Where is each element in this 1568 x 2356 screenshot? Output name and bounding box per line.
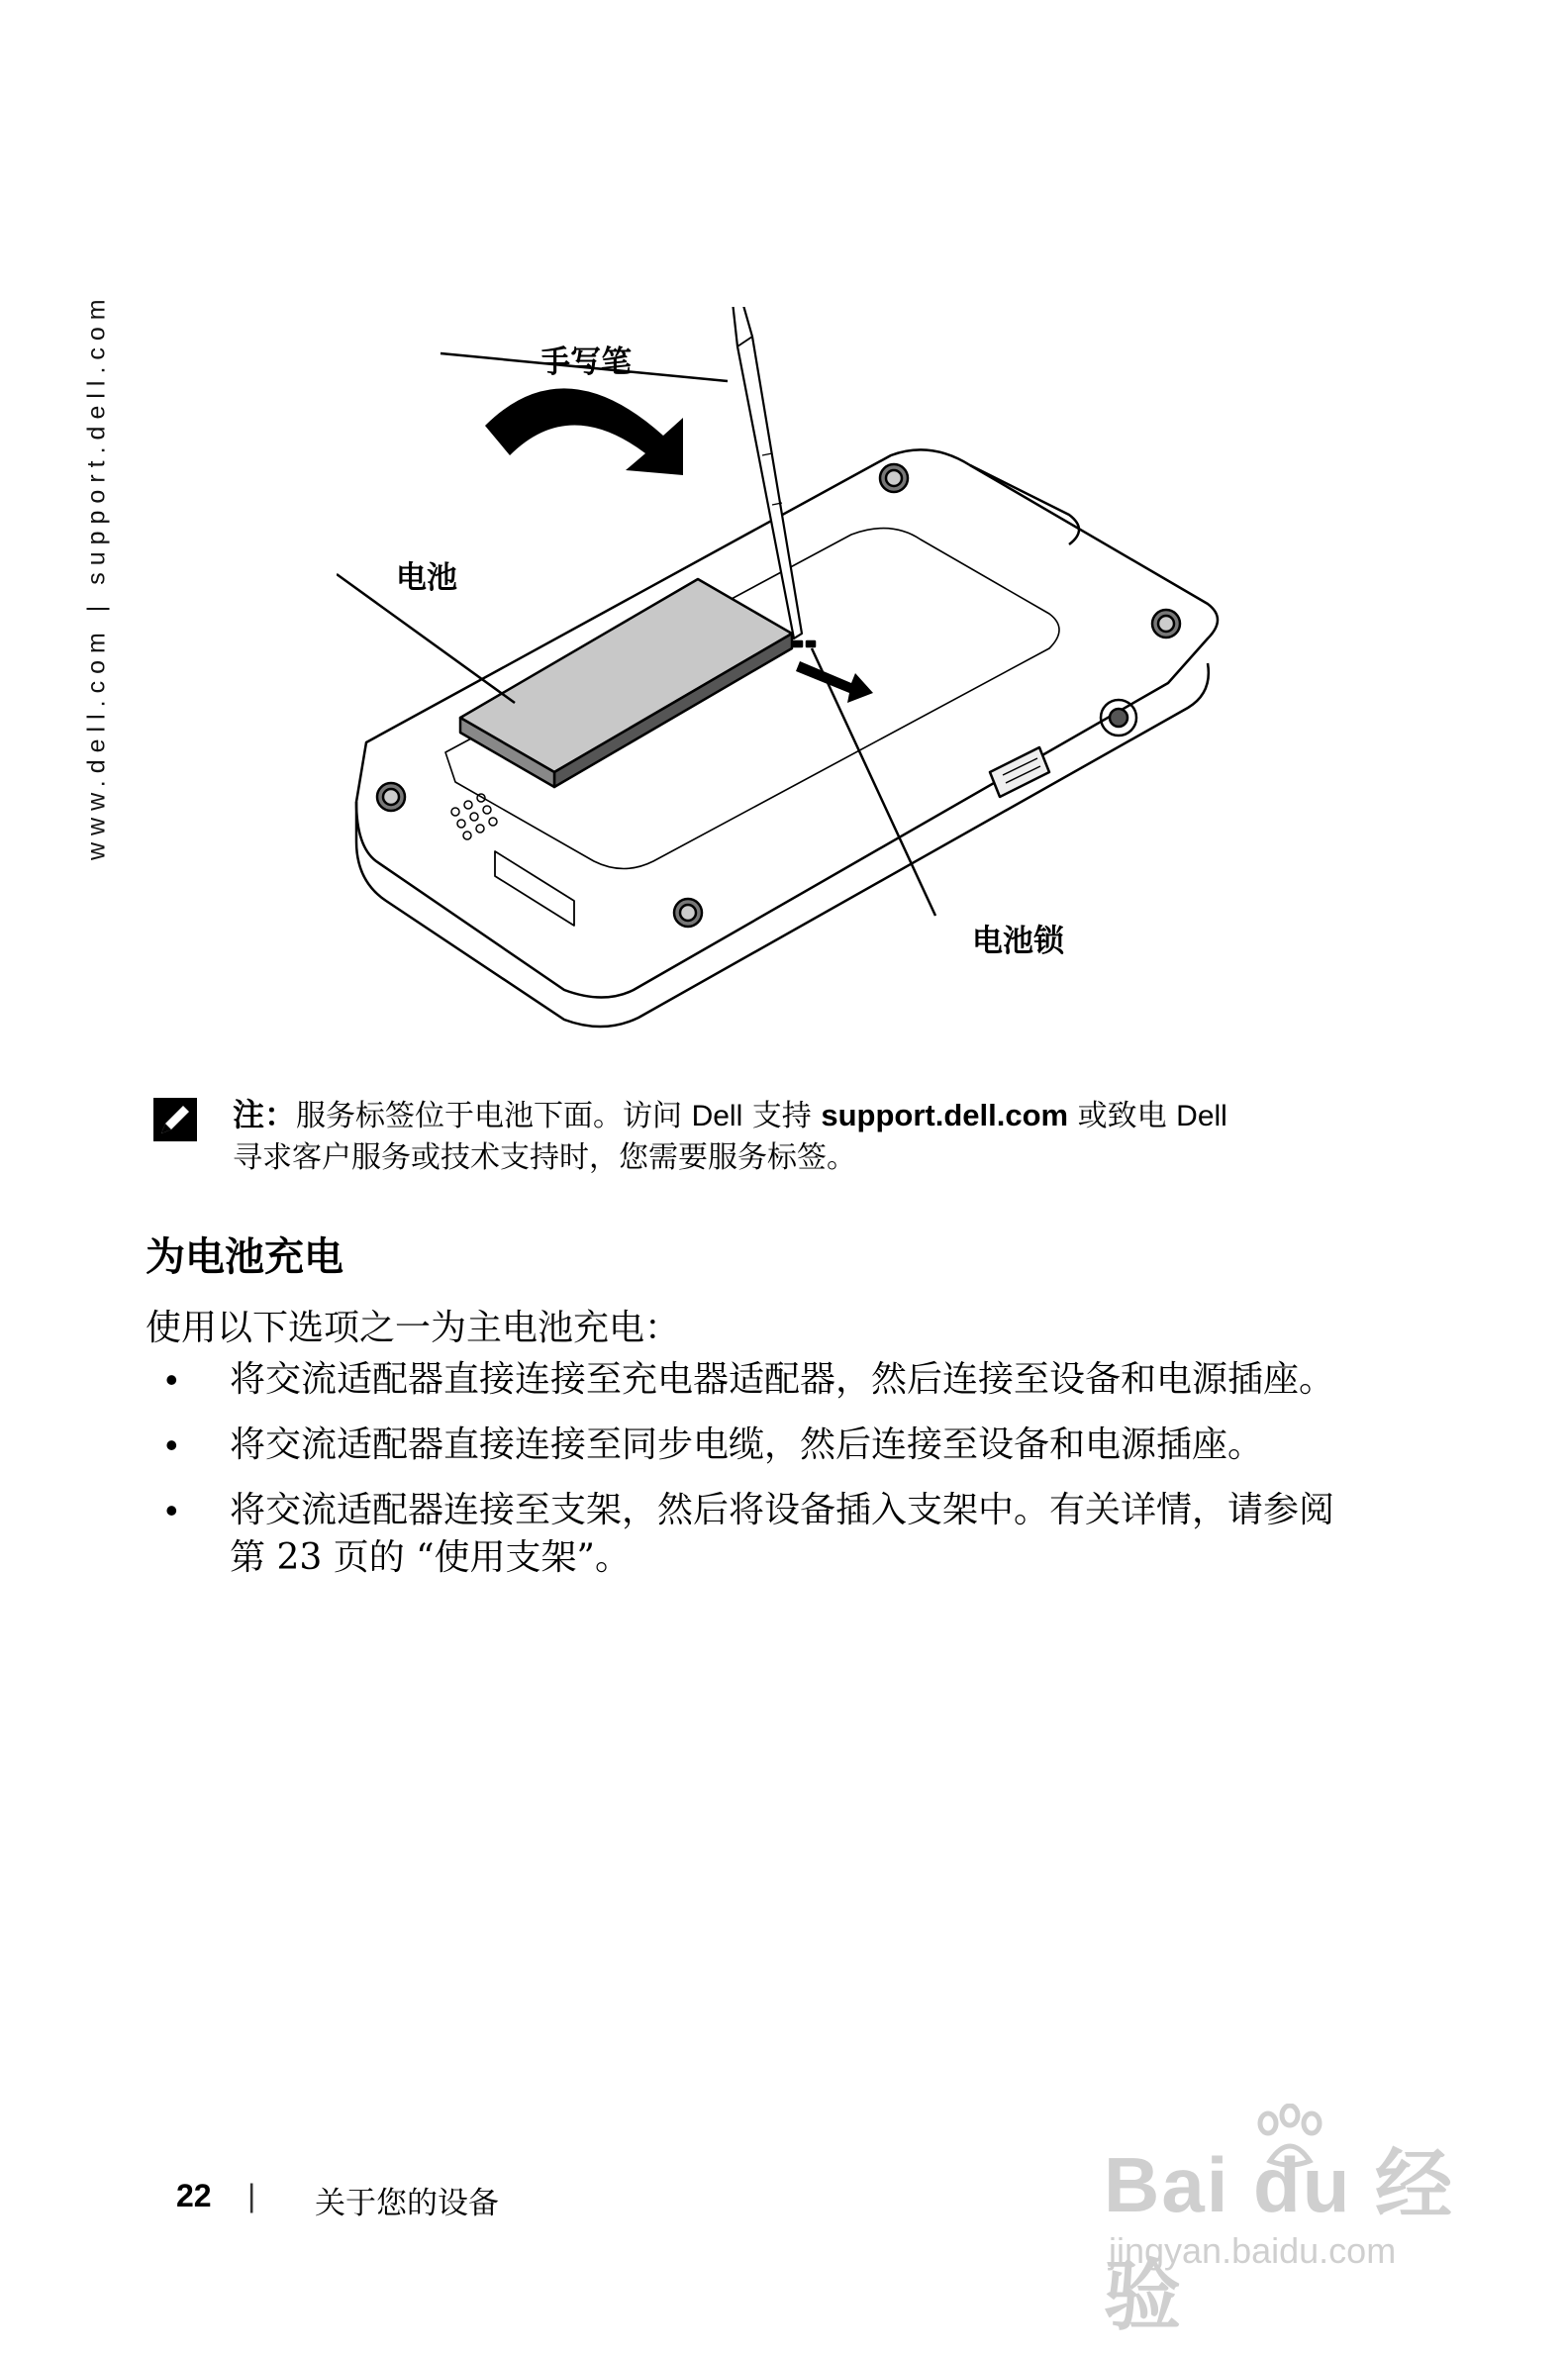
charging-options-list [146, 1356, 1353, 1600]
device-drawing [337, 307, 1247, 1030]
watermark-logo: Bai du 经验 [1104, 2141, 1455, 2339]
battery-label: 电池 [396, 560, 457, 596]
note-text-part-4: 寻求客户服务或技术支持时，您需要服务标签。 [233, 1140, 856, 1175]
page-number: 22 [176, 2178, 212, 2213]
note-text-part-2: 支持 [742, 1099, 822, 1133]
list-item [146, 1356, 1353, 1404]
bullet: • [165, 1359, 178, 1400]
stylus-label: 手写笔 [539, 344, 632, 380]
note-dell-1: Dell [691, 1100, 743, 1132]
support-link[interactable]: support.dell.com [821, 1098, 1069, 1132]
footer-separator: | [247, 2178, 256, 2213]
list-item-text: 将交流适配器直接连接至同步电缆，然后连接至设备和电源插座。 [230, 1424, 1264, 1465]
section-intro: 使用以下选项之一为主电池充电： [146, 1308, 681, 1348]
note-text-part-1: 服务标签位于电池下面。访问 [296, 1099, 692, 1133]
list-item-text: 将交流适配器直接连接至充电器适配器，然后连接至设备和电源插座。 [230, 1359, 1335, 1400]
bullet: • [165, 1490, 178, 1530]
watermark-url: jingyan.baidu.com [1109, 2230, 1397, 2271]
pencil-note-icon [153, 1098, 197, 1141]
note-text-part-3: 或致电 [1068, 1099, 1177, 1133]
device-illustration [337, 307, 1247, 1030]
note-text [233, 1094, 1381, 1179]
list-item-text: 将交流适配器连接至支架，然后将设备插入支架中。有关详情，请参阅第 23 页的 “使用支架”。 [230, 1490, 1335, 1578]
sidebar-url: www.dell.com | support.dell.com [82, 292, 111, 860]
footer-title: 关于您的设备 [315, 2186, 499, 2221]
section-heading: 为电池充电 [146, 1234, 343, 1280]
bullet: • [165, 1424, 178, 1465]
note-dell-2: Dell [1176, 1100, 1227, 1132]
baidu-watermark [1104, 2104, 1480, 2339]
battery-lock-label: 电池锁 [972, 924, 1064, 959]
list-item [146, 1487, 1353, 1582]
note-label: 注： [233, 1096, 297, 1133]
list-item [146, 1422, 1353, 1469]
